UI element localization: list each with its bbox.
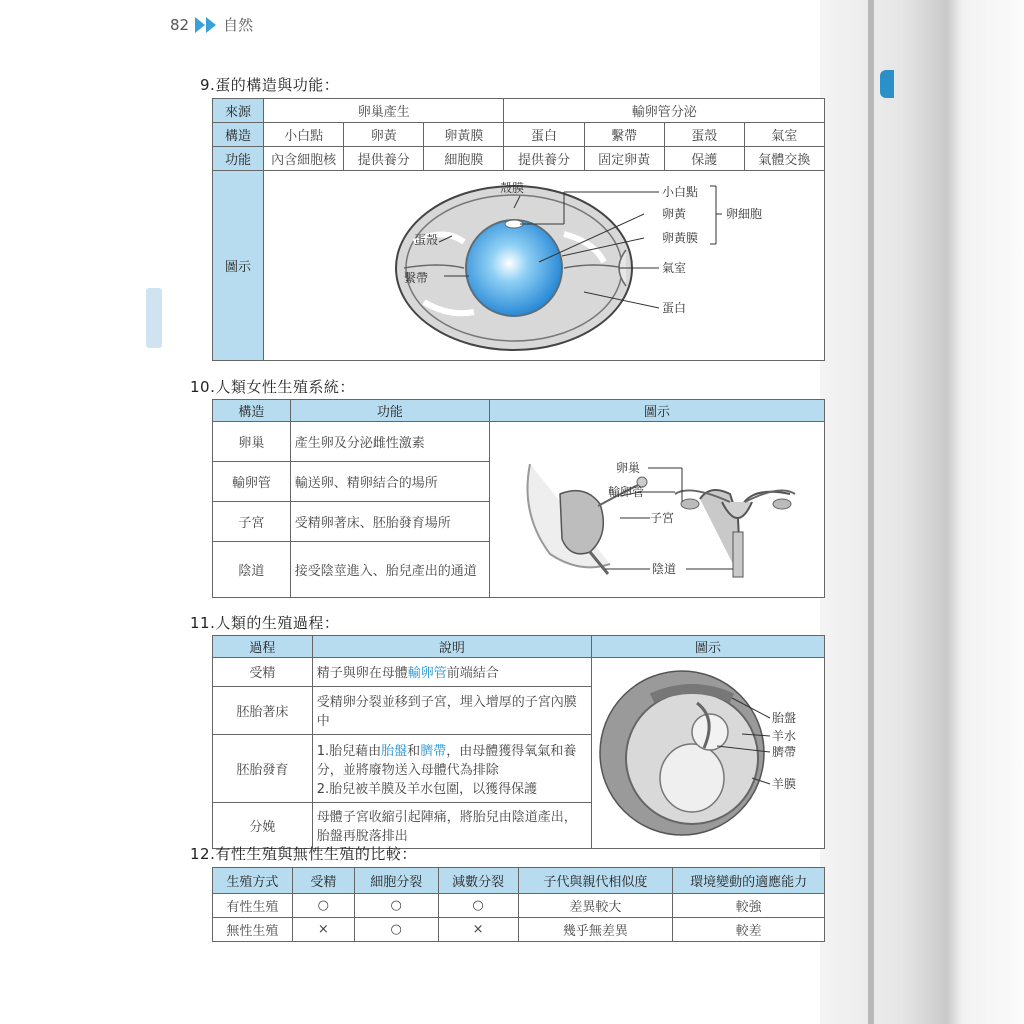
label-shell-membrane: 殼膜	[500, 180, 525, 195]
label-vagina: 陰道	[651, 561, 676, 576]
structure-cell: 卵黃膜	[424, 123, 504, 147]
female-reproductive-diagram	[490, 424, 823, 596]
egg-diagram	[264, 172, 824, 360]
column-header: 過程	[213, 636, 313, 658]
column-header: 圖示	[591, 636, 824, 658]
side-tab	[880, 70, 894, 98]
section-11-title: 11.人類的生殖過程：	[190, 614, 340, 632]
column-header: 環境變動的適應能力	[673, 868, 825, 894]
fetus-diagram	[592, 658, 823, 848]
row-label: 圖示	[213, 171, 264, 361]
label-shell: 蛋殼	[414, 232, 439, 247]
structure-cell: 卵黃	[344, 123, 424, 147]
column-header: 減數分裂	[438, 868, 518, 894]
column-header: 生殖方式	[213, 868, 293, 894]
column-header: 細胞分裂	[354, 868, 438, 894]
description-line: 1.胎兒藉由胎盤和臍帶，由母體獲得氧氣和養分，並將廢物送入母體代為排除	[316, 743, 577, 778]
table-row	[213, 400, 825, 422]
reproduction-comparison-table	[212, 867, 825, 942]
description-cell: 受精卵分裂並移到子宮，埋入增厚的子宮內膜中	[312, 686, 591, 734]
process-cell: 胚胎著床	[213, 686, 313, 734]
table-row	[213, 658, 825, 687]
table-cell: 較差	[673, 918, 825, 942]
page-number: 82	[170, 15, 190, 34]
function-cell: 內含細胞核	[264, 147, 344, 171]
structure-cell: 陰道	[213, 542, 291, 598]
column-header: 受精	[292, 868, 354, 894]
structure-cell: 繫帶	[584, 123, 664, 147]
female-reproductive-table	[212, 399, 825, 598]
row-label: 構造	[213, 123, 264, 147]
label-amnion: 羊膜	[771, 777, 796, 791]
table-cell: ×	[438, 918, 518, 942]
row-label: 功能	[213, 147, 264, 171]
page-header	[170, 14, 253, 35]
highlight-placenta: 胎盤	[381, 743, 408, 759]
description-cell: 母體子宮收縮引起陣痛，將胎兒由陰道產出，胎盤再脫落排出	[312, 802, 591, 848]
column-header: 說明	[312, 636, 591, 658]
label-amniotic-fluid: 羊水	[771, 729, 796, 743]
column-header: 圖示	[489, 400, 824, 422]
label-yolk-membrane: 卵黃膜	[662, 230, 699, 245]
egg-structure-table	[212, 98, 825, 361]
function-cell: 接受陰莖進入、胎兒產出的通道	[290, 542, 489, 598]
page-edge	[868, 0, 874, 1024]
source-cell: 卵巢產生	[264, 99, 504, 123]
fetus-diagram-cell	[591, 658, 824, 849]
book-spine-shadow	[820, 0, 1024, 1024]
structure-cell: 氣室	[744, 123, 824, 147]
table-cell: ○	[292, 894, 354, 918]
function-cell: 氣體交換	[744, 147, 824, 171]
label-ovary: 卵巢	[615, 460, 640, 475]
label-yolk: 卵黃	[662, 206, 687, 221]
highlight-umbilical-cord: 臍帶	[420, 743, 447, 759]
label-chalaza: 繫帶	[404, 270, 429, 285]
table-row	[213, 147, 825, 171]
table-cell: 有性生殖	[213, 894, 293, 918]
function-cell: 受精卵著床、胚胎發育場所	[290, 502, 489, 542]
bleed-through-tab	[146, 288, 162, 348]
front-vagina	[733, 532, 743, 577]
row-label: 來源	[213, 99, 264, 123]
label-oviduct: 輸卵管	[607, 484, 644, 499]
table-row	[213, 99, 825, 123]
reproduction-process-table	[212, 635, 825, 849]
source-cell: 輸卵管分泌	[504, 99, 825, 123]
fetus-body	[660, 744, 724, 812]
yolk	[466, 220, 562, 316]
description-cell	[312, 734, 591, 802]
egg-diagram-cell	[264, 171, 825, 361]
column-header: 構造	[213, 400, 291, 422]
female-diagram-cell	[489, 422, 824, 598]
section-10-title: 10.人類女性生殖系統：	[190, 378, 355, 396]
function-cell: 提供養分	[504, 147, 584, 171]
highlight-oviduct: 輸卵管	[407, 666, 447, 682]
subject-label: 自然	[223, 16, 254, 34]
process-cell: 受精	[213, 658, 313, 687]
function-cell: 提供養分	[344, 147, 424, 171]
table-cell: 無性生殖	[213, 918, 293, 942]
table-cell: ○	[354, 918, 438, 942]
description-cell: 精子與卵在母體輸卵管前端結合	[312, 658, 591, 687]
label-egg-cell: 卵細胞	[726, 206, 763, 221]
function-cell: 產生卵及分泌雌性激素	[290, 422, 489, 462]
process-cell: 胚胎發育	[213, 734, 313, 802]
table-cell: 差異較大	[518, 894, 673, 918]
structure-cell: 小白點	[264, 123, 344, 147]
table-row	[213, 123, 825, 147]
function-cell: 保護	[664, 147, 744, 171]
description-line: 2.胎兒被羊膜及羊水包圍，以獲得保護	[316, 781, 538, 797]
function-cell: 細胞膜	[424, 147, 504, 171]
table-cell: 幾乎無差異	[518, 918, 673, 942]
label-albumen: 蛋白	[662, 300, 687, 315]
side-uterus	[560, 490, 603, 553]
label-air-cell: 氣室	[662, 260, 687, 275]
column-header: 功能	[290, 400, 489, 422]
table-row	[213, 918, 825, 942]
function-cell: 固定卵黃	[584, 147, 664, 171]
table-cell: ○	[354, 894, 438, 918]
table-row	[213, 422, 825, 462]
table-row	[213, 894, 825, 918]
table-row	[213, 868, 825, 894]
structure-cell: 蛋殼	[664, 123, 744, 147]
structure-cell: 卵巢	[213, 422, 291, 462]
column-header: 子代與親代相似度	[518, 868, 673, 894]
section-12-title: 12.有性生殖與無性生殖的比較：	[190, 845, 417, 863]
table-row	[213, 171, 825, 361]
table-row	[213, 636, 825, 658]
section-9-title: 9.蛋的構造與功能：	[200, 76, 340, 94]
structure-cell: 子宮	[213, 502, 291, 542]
arrow-icon	[195, 17, 217, 33]
process-cell: 分娩	[213, 802, 313, 848]
function-cell: 輸送卵、精卵結合的場所	[290, 462, 489, 502]
table-cell: ×	[292, 918, 354, 942]
structure-cell: 輸卵管	[213, 462, 291, 502]
label-germinal-disc: 小白點	[662, 184, 699, 199]
label-umbilical-cord: 臍帶	[771, 745, 796, 759]
label-placenta: 胎盤	[771, 711, 796, 725]
label-uterus: 子宮	[649, 510, 674, 525]
structure-cell: 蛋白	[504, 123, 584, 147]
table-cell: ○	[438, 894, 518, 918]
table-cell: 較強	[673, 894, 825, 918]
